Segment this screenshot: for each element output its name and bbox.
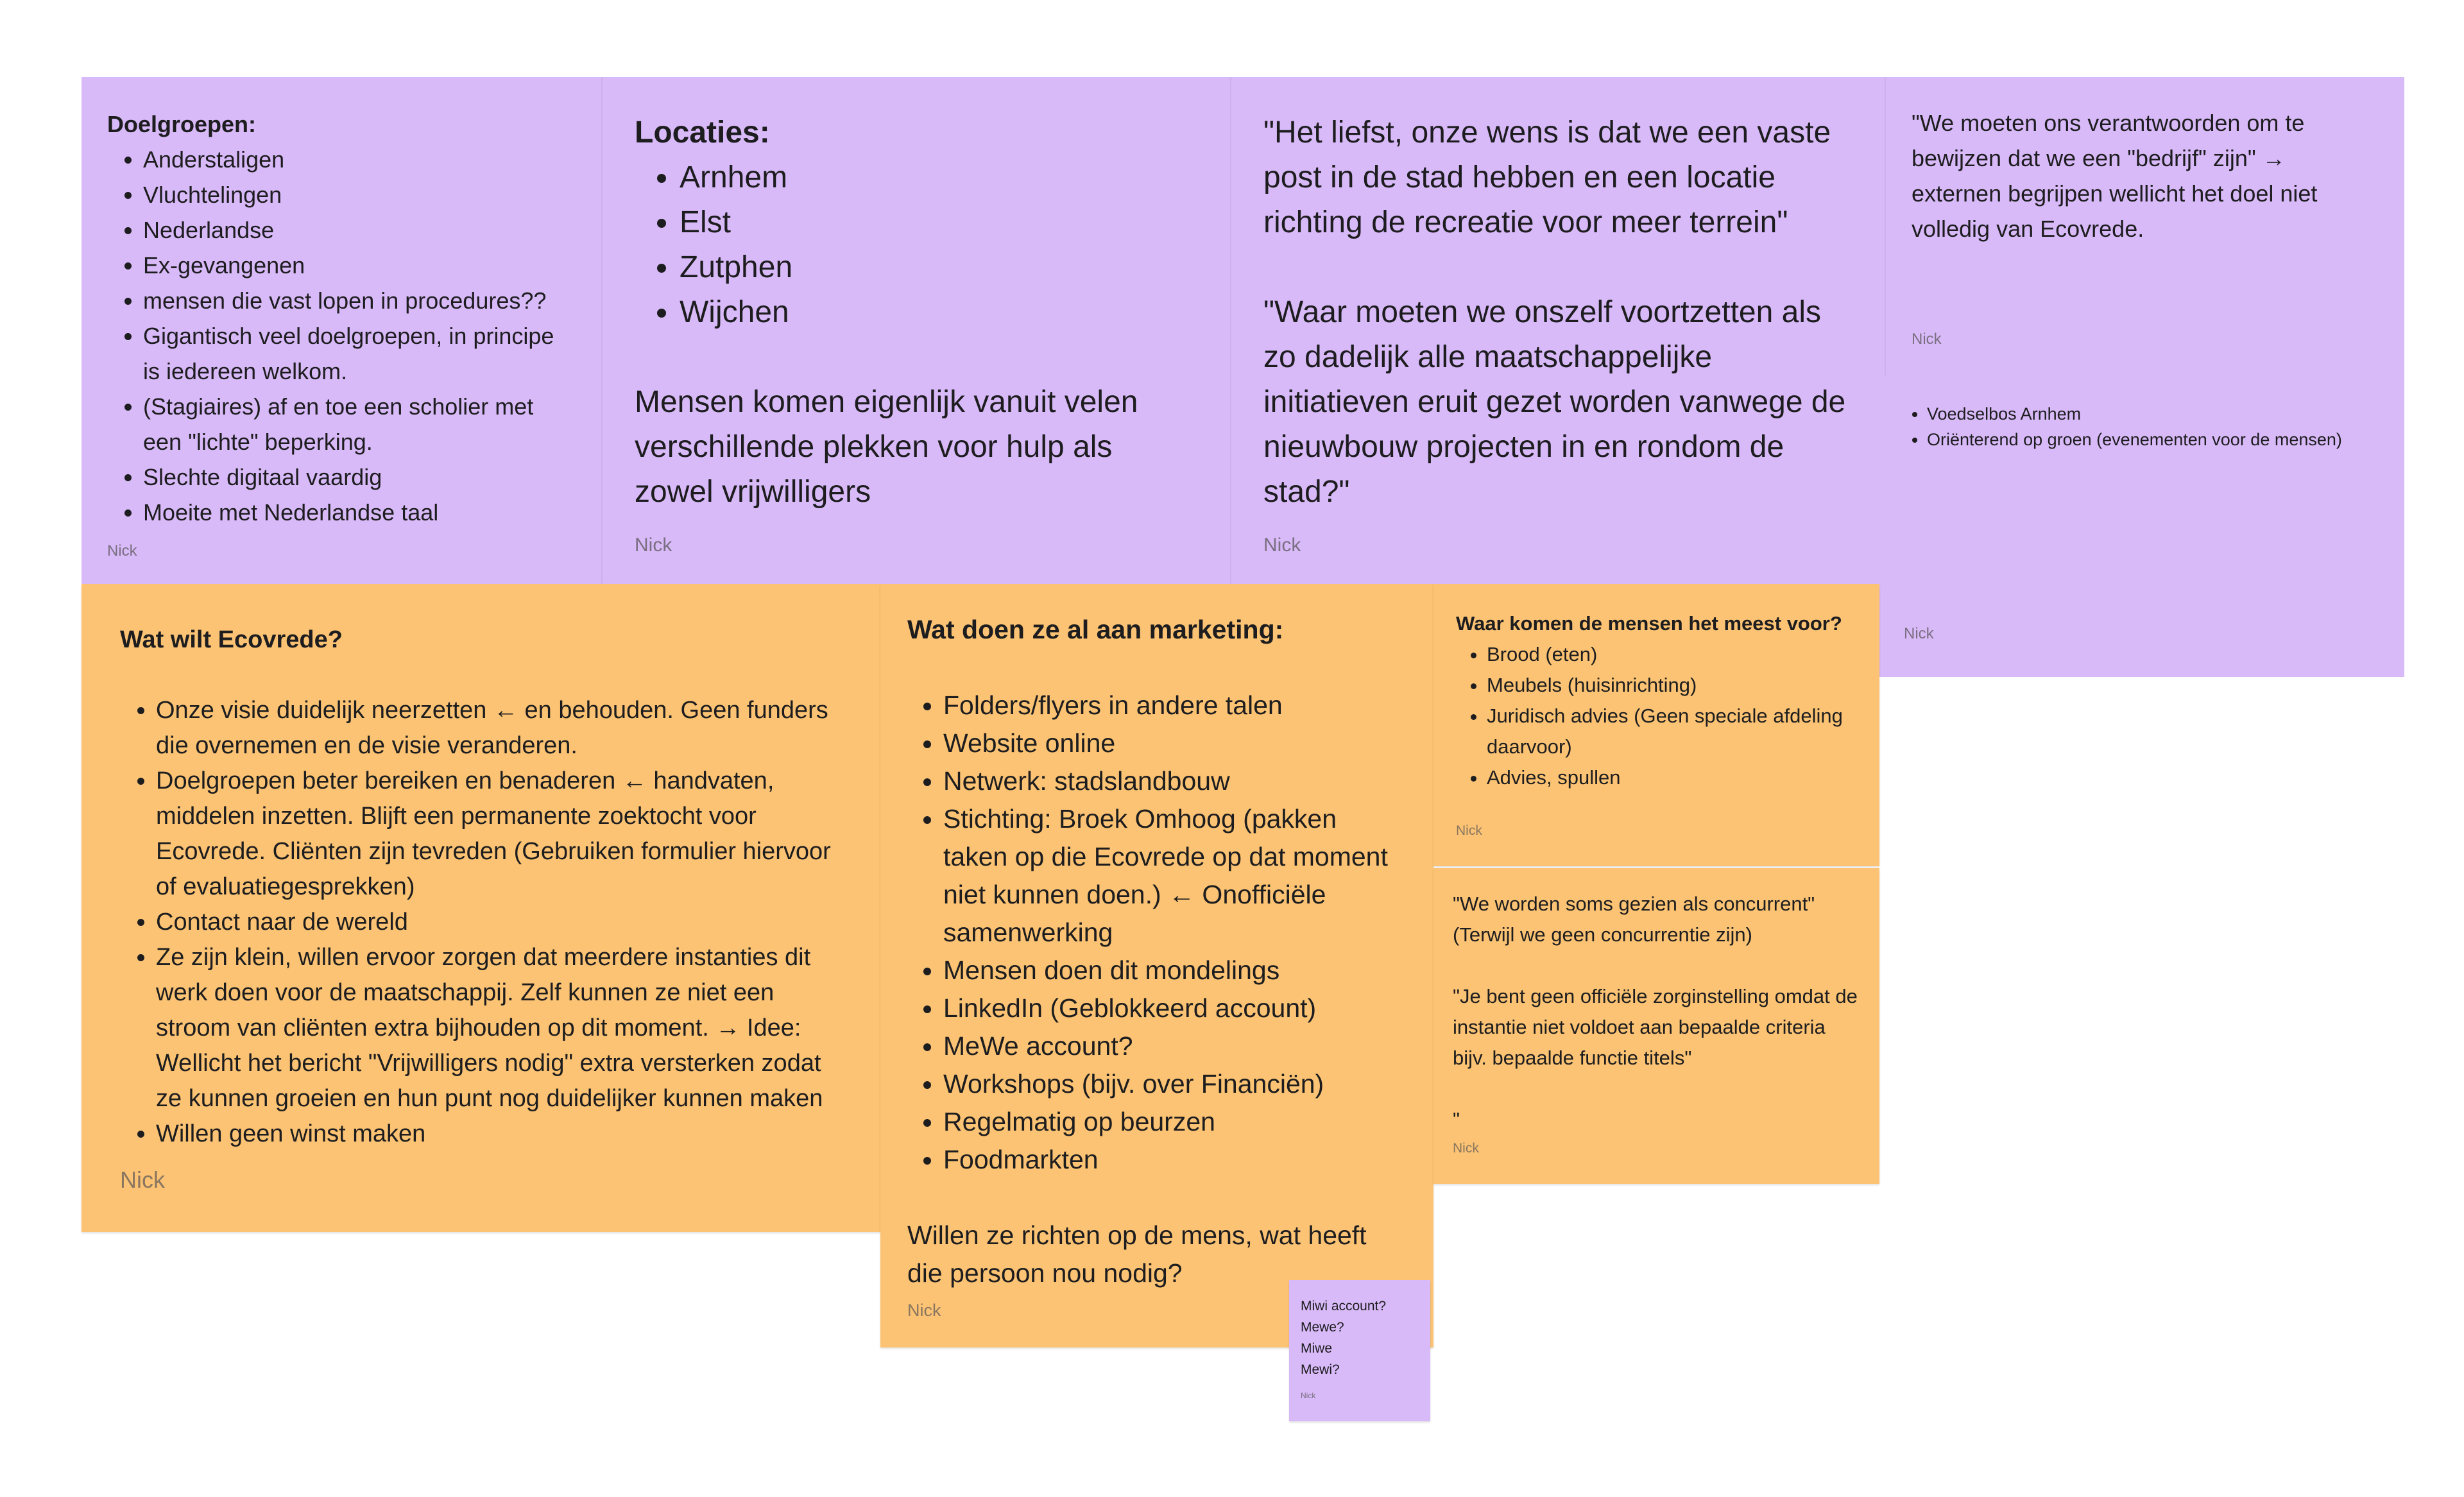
list-item: • Contact naar de wereld — [156, 905, 844, 940]
bullet-list — [107, 142, 576, 530]
note-author: Nick — [1912, 330, 1942, 348]
bullet-list — [907, 687, 1405, 1179]
note-text: Willen ze richten op de mens, wat heeft die persoon nou nodig? — [907, 1220, 1367, 1288]
list-item: • Slechte digitaal vaardig — [143, 459, 576, 495]
list-item: • mensen die vast lopen in procedures?? — [143, 283, 576, 318]
note-text: Mensen komen eigenlijk vanuit velen verschillende plekken voor hulp als zowel vrijwilligers — [635, 385, 1138, 509]
sticky-note-verantwoorden[interactable] — [1885, 77, 2404, 379]
list-item: • Vluchtelingen — [143, 177, 576, 212]
note-line: Mewi? — [1301, 1362, 1340, 1377]
note-quote: "We moeten ons verantwoorden om te bewijzen dat we een "bedrijf" zijn" → externen begrijpen wellicht het doel niet volledig van Ecovrede. — [1912, 110, 2318, 242]
list-item: • Elst — [680, 200, 1198, 245]
list-item: • Advies, spullen — [1487, 762, 1860, 793]
sticky-note-locaties[interactable] — [601, 77, 1230, 584]
note-author: Nick — [1453, 1141, 1479, 1156]
note-author: Nick — [107, 542, 137, 560]
list-item: • Voedselbos Arnhem — [1927, 401, 2379, 427]
note-title: Locaties: — [635, 115, 770, 150]
list-item: • Doelgroepen beter bereiken en benaderen ← handvaten, middelen inzetten. Blijft een permanente zoektocht voor Ecovrede. Cliënten zijn tevreden (Gebruiken formulier hiervoor of evaluatiegesprekken) — [156, 764, 844, 905]
bullet-list — [120, 693, 844, 1152]
sticky-note-voedselbos[interactable] — [1878, 375, 2404, 677]
list-item: • Foodmarkten — [943, 1141, 1405, 1179]
list-item: • Netwerk: stadslandbouw — [943, 762, 1405, 800]
sticky-note-wens[interactable] — [1230, 77, 1885, 584]
note-quote: "We worden soms gezien als concurrent" (Terwijl we geen concurrentie zijn) — [1453, 893, 1815, 946]
note-author: Nick — [120, 1167, 165, 1193]
list-item: • Regelmatig op beurzen — [943, 1103, 1405, 1141]
note-title: Doelgroepen: — [107, 111, 257, 137]
note-author: Nick — [1904, 625, 1934, 642]
list-item: • Anderstaligen — [143, 142, 576, 177]
note-author: Nick — [907, 1301, 941, 1320]
note-line: Miwi account? — [1301, 1299, 1387, 1313]
list-item: • (Stagiaires) af en toe een scholier met een "lichte" beperking. — [143, 389, 576, 459]
list-item: • MeWe account? — [943, 1027, 1405, 1065]
note-quote: "Je bent geen officiële zorginstelling omdat de instantie niet voldoet aan bepaalde criteria bijv. bepaalde functie titels" — [1453, 985, 1858, 1069]
note-title: Waar komen de mensen het meest voor? — [1456, 612, 1842, 635]
sticky-note-waar-komen[interactable] — [1433, 584, 1879, 866]
list-item: • Stichting: Broek Omhoog (pakken taken op die Ecovrede op dat moment niet kunnen doen.) ← Onofficiële samenwerking — [943, 800, 1405, 952]
list-item: • Website online — [943, 724, 1405, 762]
list-item: • Juridisch advies (Geen speciale afdeling daarvoor) — [1487, 701, 1860, 762]
list-item: • Nederlandse — [143, 212, 576, 248]
list-item: • Ex-gevangenen — [143, 248, 576, 283]
list-item: • Arnhem — [680, 155, 1198, 200]
list-item: • Workshops (bijv. over Financiën) — [943, 1065, 1405, 1103]
list-item: • LinkedIn (Geblokkeerd account) — [943, 989, 1405, 1027]
list-item: • Onze visie duidelijk neerzetten ← en behouden. Geen funders die overnemen en de visie veranderen. — [156, 693, 844, 764]
list-item: • Oriënterend op groen (evenementen voor de mensen) — [1927, 427, 2379, 452]
note-quote: " — [1453, 1108, 1460, 1131]
list-item: • Wijchen — [680, 290, 1198, 335]
note-author: Nick — [1263, 535, 1301, 556]
bullet-list — [1904, 401, 2379, 452]
note-line: Mewe? — [1301, 1320, 1344, 1335]
list-item: • Brood (eten) — [1487, 639, 1860, 670]
note-quote: "Waar moeten we onszelf voortzetten als zo dadelijk alle maatschappelijke initiatieven eruit gezet worden vanwege de nieuwbouw projecten in en rondom de stad?" — [1263, 295, 1846, 509]
note-author: Nick — [635, 535, 672, 556]
sticky-note-concurrent[interactable] — [1433, 868, 1879, 1184]
note-line: Miwe — [1301, 1341, 1333, 1356]
list-item: • Folders/flyers in andere talen — [943, 687, 1405, 724]
note-author: Nick — [1301, 1391, 1316, 1400]
list-item: • Mensen doen dit mondelings — [943, 952, 1405, 989]
note-title: Wat wilt Ecovrede? — [120, 626, 343, 653]
note-title: Wat doen ze al aan marketing: — [907, 615, 1284, 644]
list-item: • Ze zijn klein, willen ervoor zorgen dat meerdere instanties dit werk doen voor de maatschappij. Zelf kunnen ze niet een stroom van cliënten extra bijhouden op dit moment. → Idee: Wellicht het bericht "Vrijwilligers nodig" extra versterken zodat ze kunnen groeien en hun punt nog duidelijker kunnen maken — [156, 940, 844, 1116]
note-quote: "Het liefst, onze wens is dat we een vaste post in de stad hebben en een locatie richting de recreatie voor meer terrein" — [1263, 115, 1831, 239]
note-author: Nick — [1456, 823, 1482, 838]
list-item: • Willen geen winst maken — [156, 1116, 844, 1152]
list-item: • Meubels (huisinrichting) — [1487, 670, 1860, 701]
list-item: • Zutphen — [680, 245, 1198, 290]
list-item: • Moeite met Nederlandse taal — [143, 495, 576, 530]
bullet-list — [635, 155, 1198, 335]
sticky-note-marketing[interactable] — [880, 584, 1433, 1347]
sticky-note-doelgroepen[interactable] — [81, 77, 601, 584]
bullet-list — [1456, 639, 1860, 793]
list-item: • Gigantisch veel doelgroepen, in principe is iedereen welkom. — [143, 318, 576, 389]
sticky-note-wat-wilt-ecovrede[interactable] — [81, 584, 880, 1232]
sticky-note-miwi[interactable] — [1289, 1280, 1430, 1421]
